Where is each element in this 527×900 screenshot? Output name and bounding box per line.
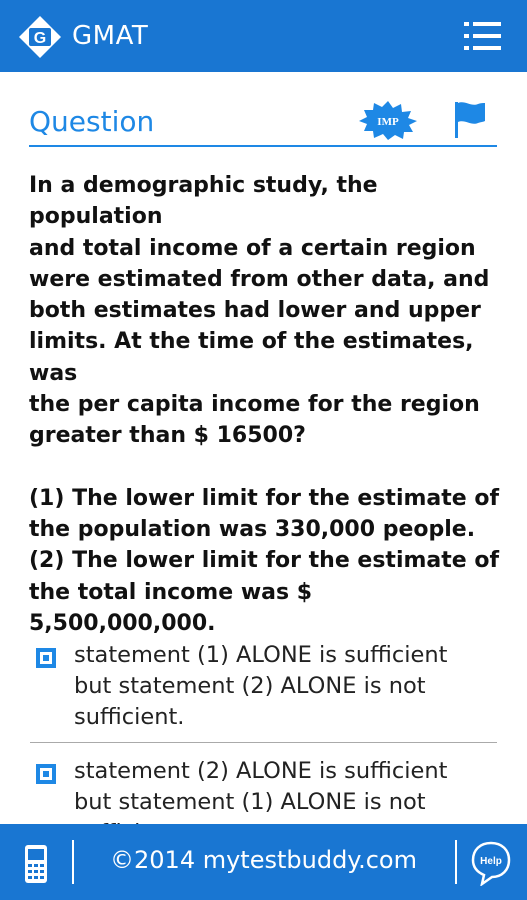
option-line: but statement (1) ALONE is not — [74, 789, 426, 815]
question-line: both estimates had lower and upper — [29, 298, 481, 324]
app-bar — [0, 0, 527, 72]
flag-icon[interactable] — [453, 100, 487, 140]
footer-separator — [455, 840, 457, 884]
option-checkbox-1[interactable] — [36, 648, 56, 668]
question-heading-underline — [29, 145, 497, 147]
option-line: statement (2) ALONE is sufficient — [74, 758, 448, 784]
question-line: the per capita income for the region — [29, 392, 480, 418]
option-text — [74, 640, 504, 733]
statement-line: the population was 330,000 people. — [29, 516, 476, 542]
option-line: sufficient. — [74, 704, 185, 730]
statement-line: (2) The lower limit for the estimate of — [29, 548, 500, 574]
footer-bar — [0, 824, 527, 900]
answer-option-1[interactable] — [36, 640, 496, 736]
copyright-link[interactable]: ©2014 mytestbuddy.com — [110, 846, 417, 874]
help-icon[interactable] — [470, 840, 512, 886]
question-line: were estimated from other data, and — [29, 266, 490, 292]
option-divider — [30, 742, 497, 743]
menu-icon[interactable] — [462, 18, 504, 54]
option-checkbox-2[interactable] — [36, 764, 56, 784]
statement-line: the total income was $ 5,500,000,000. — [29, 579, 313, 636]
help-label: Help — [480, 856, 502, 867]
app-title: GMAT — [72, 21, 149, 51]
question-line: In a demographic study, the population — [29, 173, 378, 230]
imp-label: IMP — [377, 116, 399, 128]
important-badge-icon[interactable] — [357, 100, 419, 140]
logo-letter: G — [33, 30, 47, 47]
question-text — [29, 170, 501, 639]
question-line: greater than $ 16500? — [29, 423, 306, 449]
question-header — [29, 100, 499, 144]
option-line: but statement (2) ALONE is not — [74, 673, 426, 699]
gmat-logo-icon — [18, 15, 62, 59]
question-line: limits. At the time of the estimates, was — [29, 329, 474, 386]
question-line: and total income of a certain region — [29, 235, 476, 261]
question-heading: Question — [29, 105, 155, 138]
statement-line: (1) The lower limit for the estimate of — [29, 485, 500, 511]
option-line: statement (1) ALONE is sufficient — [74, 642, 448, 668]
